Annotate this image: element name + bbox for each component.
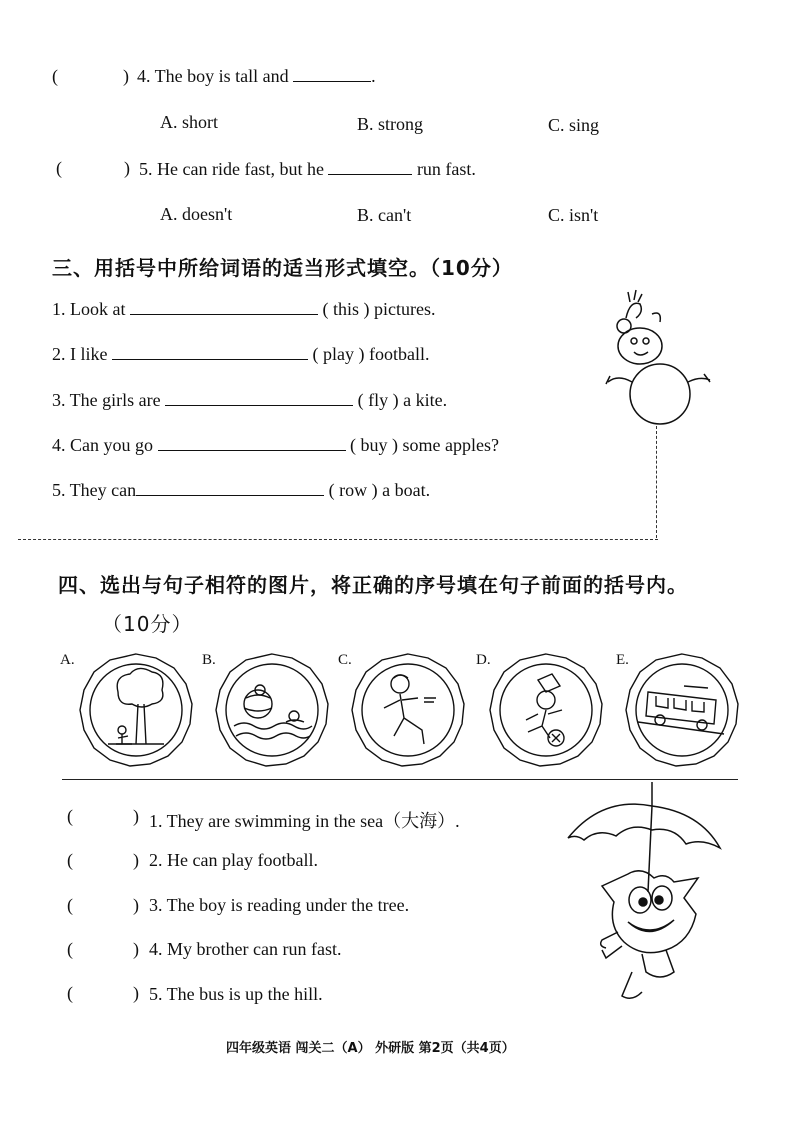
- item-text: 5. They can: [52, 480, 137, 500]
- cartoon-cat-umbrella-icon: [562, 782, 732, 1012]
- option-b: B. can't: [357, 205, 412, 225]
- picture-label-a: A.: [60, 652, 75, 668]
- fill-item-5: [52, 480, 430, 501]
- section-3-heading: 三、用括号中所给词语的适当形式填空。（10分）: [52, 256, 513, 280]
- question-text-tail: .: [371, 66, 376, 86]
- answer-paren-open: (: [67, 850, 73, 870]
- item-text: 1. Look at: [52, 299, 126, 319]
- picture-b-swimming[interactable]: [214, 652, 330, 768]
- picture-label-b: B.: [202, 652, 216, 668]
- picture-label-e: E.: [616, 652, 629, 668]
- answer-paren-open: (: [67, 939, 73, 959]
- fill-item-2: [52, 344, 429, 365]
- answer-paren-close: ): [133, 983, 139, 1003]
- item-hint: ( this ) pictures.: [322, 299, 436, 319]
- match-item-1: 1. They are swimming in the sea（大海）.: [149, 811, 460, 831]
- item-text: 4. Can you go: [52, 435, 153, 455]
- question-5: [139, 159, 476, 180]
- match-item-3: 3. The boy is reading under the tree.: [149, 895, 410, 915]
- answer-blank[interactable]: [112, 345, 308, 360]
- answer-paren-open: (: [67, 895, 73, 915]
- picture-a-reading-under-tree[interactable]: [78, 652, 194, 768]
- answer-paren-close: ): [133, 939, 139, 959]
- match-item-4: 4. My brother can run fast.: [149, 939, 342, 959]
- answer-paren-close: ): [133, 850, 139, 870]
- answer-paren-open: (: [56, 158, 62, 178]
- answer-paren-open: (: [67, 983, 73, 1003]
- item-hint: ( fly ) a kite.: [357, 390, 448, 410]
- fill-item-1: [52, 299, 435, 320]
- picture-c-running[interactable]: [350, 652, 466, 768]
- option-a: A. short: [160, 112, 218, 132]
- section-4-score: （10分）: [102, 612, 193, 636]
- answer-blank[interactable]: [293, 67, 371, 82]
- divider-vertical: [656, 426, 657, 538]
- item-hint: ( buy ) some apples?: [350, 435, 499, 455]
- picture-label-d: D.: [476, 652, 491, 668]
- pictures-divider: [62, 779, 738, 780]
- answer-blank[interactable]: [165, 391, 353, 406]
- item-text: 2. I like: [52, 344, 108, 364]
- picture-d-football[interactable]: [488, 652, 604, 768]
- answer-paren-open: (: [67, 806, 73, 826]
- fill-item-4: [52, 435, 499, 456]
- item-text: 3. The girls are: [52, 390, 161, 410]
- answer-paren-close: ): [123, 66, 129, 86]
- section-divider: [18, 539, 658, 540]
- picture-label-c: C.: [338, 652, 352, 668]
- match-item-2: 2. He can play football.: [149, 850, 318, 870]
- answer-blank[interactable]: [130, 300, 318, 315]
- item-hint: ( row ) a boat.: [328, 480, 431, 500]
- option-c: C. isn't: [548, 205, 599, 225]
- answer-paren-close: ): [133, 895, 139, 915]
- answer-paren-open: (: [52, 66, 58, 86]
- cartoon-bird-balloon-icon: [600, 286, 712, 436]
- page-footer: 四年级英语 闯关二（A） 外研版 第2页（共4页）: [226, 1041, 515, 1056]
- answer-blank[interactable]: [158, 436, 346, 451]
- question-text-tail: run fast.: [416, 159, 476, 179]
- item-hint: ( play ) football.: [312, 344, 430, 364]
- question-text: 4. The boy is tall and: [137, 66, 289, 86]
- question-4: [137, 66, 376, 87]
- answer-blank[interactable]: [328, 160, 412, 175]
- answer-paren-close: ): [133, 806, 139, 826]
- option-a: A. doesn't: [160, 204, 233, 224]
- answer-paren-close: ): [124, 158, 130, 178]
- section-4-heading: 四、选出与句子相符的图片，将正确的序号填在句子前面的括号内。: [58, 573, 688, 597]
- question-text: 5. He can ride fast, but he: [139, 159, 324, 179]
- picture-e-bus-on-hill[interactable]: [624, 652, 740, 768]
- option-c: C. sing: [548, 115, 600, 135]
- fill-item-3: [52, 390, 447, 411]
- option-b: B. strong: [357, 114, 424, 134]
- answer-blank[interactable]: [136, 481, 324, 496]
- match-item-5: 5. The bus is up the hill.: [149, 984, 323, 1004]
